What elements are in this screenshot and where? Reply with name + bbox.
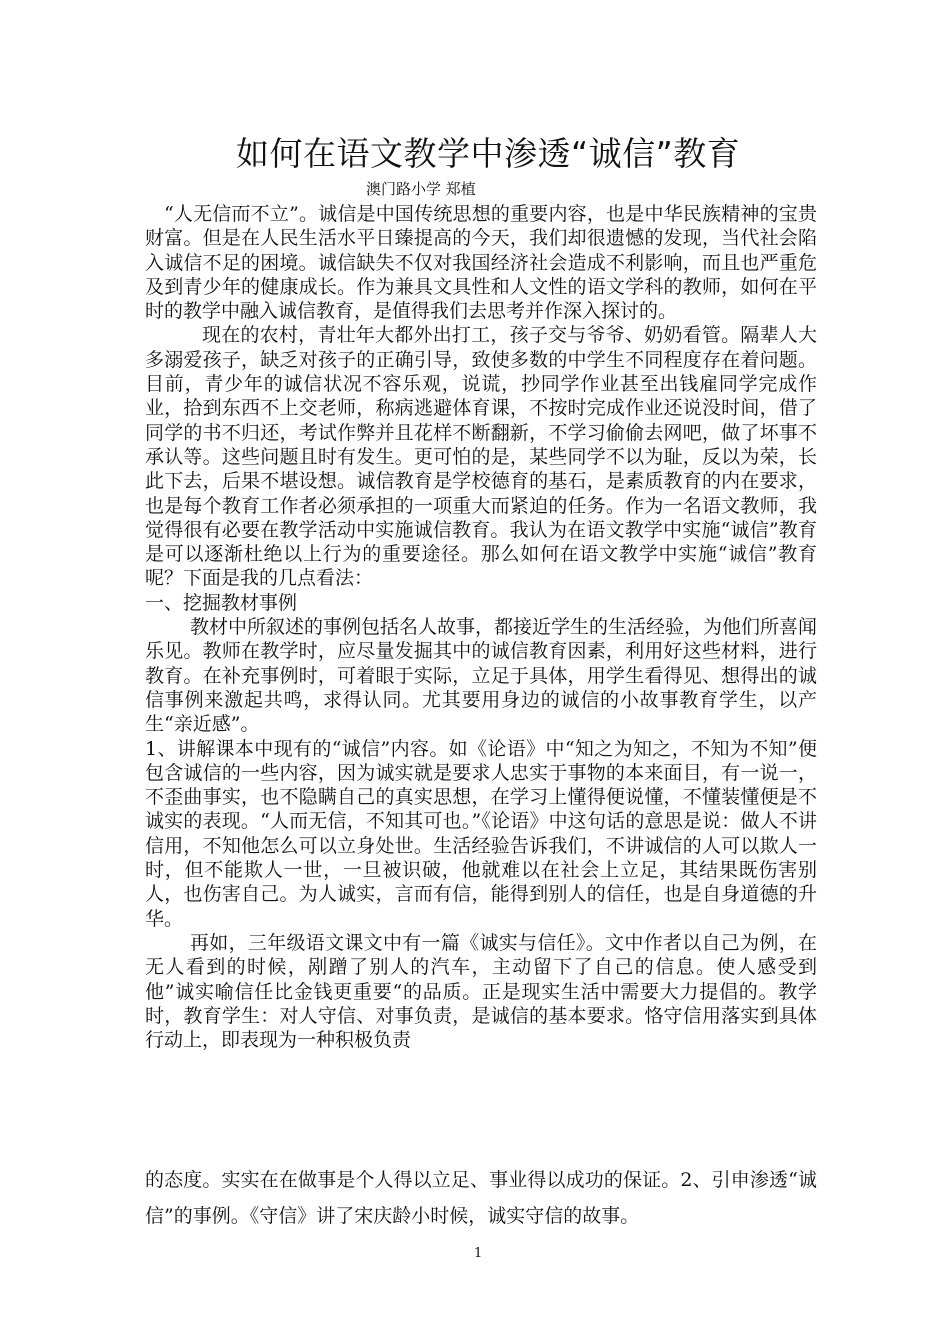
paragraph-intro: “人无信而不立”。诚信是中国传统思想的重要内容，也是中华民族精神的宝贵财富。但是在人民生活水平日臻提高的今天，我们却很遗憾的发现，当代社会陷入诚信不足的困境。诚信缺失不仅对我国经济社会造成不利影响，而且也严重危及到青少年的健康成长。作为兼具文具性和人文性的语文学科的教师，如何在平时的教学中融入诚信教育，是值得我们去思考并作深入探讨的。 (145, 203, 817, 323)
page-number: 1 (474, 1246, 483, 1261)
document-title: 如何在语文教学中渗透“诚信”教育 (236, 134, 741, 173)
document-body (145, 202, 817, 1052)
paragraph-continued: 的态度。实实在在做事是个人得以立足、事业得以成功的保证。2、引申渗透“诚信”的事例。《守信》讲了宋庆龄小时候，诚实守信的故事。 (145, 1169, 817, 1227)
section-heading: 一、挖掘教材事例 (145, 591, 298, 614)
paragraph-problem: 现在的农村，青壮年大都外出打工，孩子交与爷爷、奶奶看管。隔辈人大多溺爱孩子，缺乏对孩子的正确引导，致使多数的中学生不同程度存在着问题。目前，青少年的诚信状况不容乐观，说谎，抄同学作业甚至出钱雇同学完成作业，拾到东西不上交老师，称病逃避体育课，不按时完成作业还说没时间，借了同学的书不归还，考试作弊并且花样不断翻新，不学习偷偷去网吧，做了坏事不承认等。这些问题且时有发生。更可怕的是，某些同学不以为耻，反以为荣，长此下去，后果不堪设想。诚信教育是学校德育的基石，是素质教育的内在要求，也是每个教育工作者必须承担的一项重大而紧迫的任务。作为一名语文教师，我觉得很有必要在教学活动中实施诚信教育。我认为在语文教学中实施“诚信”教育是可以逐渐杜绝以上行为的重要途径。那么如何在语文教学中实施“诚信”教育呢？下面是我的几点看法： (145, 324, 817, 590)
paragraph-example: 再如，三年级语文课文中有一篇《诚实与信任》。文中作者以自己为例，在无人看到的时候，剐蹭了别人的汽车，主动留下了自己的信息。使人感受到他”诚实喻信任比金钱更重要“的品质。正是现实生活中需要大力提倡的。教学时，教育学生：对人守信、对事负责，是诚信的基本要求。恪守信用落实到具体行动上，即表现为一种积极负责 (145, 931, 817, 1052)
document-body-continued (145, 1162, 817, 1234)
author-line: 澳门路小学 郑植 (366, 180, 476, 198)
paragraph-point-1: 1、讲解课本中现有的“诚信”内容。如《论语》中“知之为知之，不知为不知”便包含诚信的一些内容，因为诚实就是要求人忠实于事物的本来面目，有一说一，不歪曲事实，也不隐瞒自己的真实思想，在学习上懂得便说懂，不懂装懂便是不诚实的表现。“人而无信，不知其可也。”《论语》中这句话的意思是说：做人不讲信用，不知他怎么可以立身处世。生活经验告诉我们，不讲诚信的人可以欺人一时，但不能欺人一世，一旦被识破，他就难以在社会上立足，其结果既伤害别人，也伤害自己。为人诚实，言而有信，能得到别人的信任，也是自身道德的升华。 (145, 737, 817, 930)
paragraph-materials: 教材中所叙述的事例包括名人故事，都接近学生的生活经验，为他们所喜闻乐见。教师在教学时，应尽量发掘其中的诚信教育因素，利用好这些材料，进行教育。在补充事例时，可着眼于实际，立足于具体，用学生看得见、想得出的诚信事例来激起共鸣，求得认同。尤其要用身边的诚信的小故事教育学生，以产生“亲近感”。 (145, 616, 818, 736)
